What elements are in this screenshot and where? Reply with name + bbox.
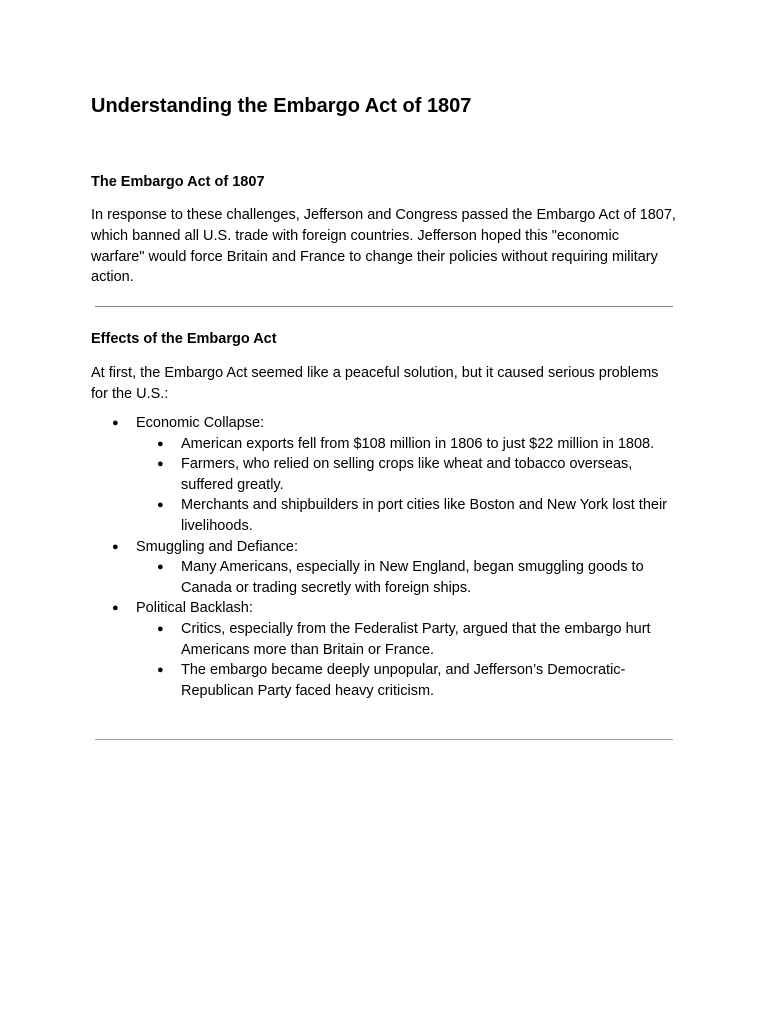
sub-list-item xyxy=(136,660,681,701)
section-divider xyxy=(95,739,673,740)
sub-list-item-text: Many Americans, especially in New England, began smuggling goods to Canada or trading secretly with foreign ships. xyxy=(181,559,644,596)
list-item-label: Smuggling and Defiance: xyxy=(136,538,299,555)
list-item xyxy=(91,537,681,599)
page-title: Understanding the Embargo Act of 1807 xyxy=(91,95,472,117)
bullet-icon: ● xyxy=(157,664,164,677)
bullet-icon: ● xyxy=(157,561,164,574)
bullet-icon: ● xyxy=(112,417,119,429)
section-divider xyxy=(95,306,673,307)
sub-list-item xyxy=(136,434,681,455)
section-heading-effects: Effects of the Embargo Act xyxy=(91,331,277,347)
effects-list xyxy=(91,413,681,701)
bullet-icon: ● xyxy=(157,458,164,471)
sub-list-item-text: American exports fell from $108 million in 1806 to just $22 million in 1808. xyxy=(181,435,655,452)
sub-list-item xyxy=(136,454,681,495)
sub-list xyxy=(136,619,681,701)
list-item xyxy=(91,598,681,701)
bullet-icon: ● xyxy=(157,437,164,450)
sub-list-item-text: The embargo became deeply unpopular, and Jefferson’s Democratic-Republican Party faced heavy criticism. xyxy=(181,662,626,699)
sub-list xyxy=(136,557,681,598)
sub-list-item xyxy=(136,557,681,598)
section-heading-embargo-act: The Embargo Act of 1807 xyxy=(91,174,265,190)
bullet-icon: ● xyxy=(157,499,164,512)
list-item-label: Economic Collapse: xyxy=(136,415,265,431)
sub-list-item-text: Farmers, who relied on selling crops like wheat and tobacco overseas, suffered greatly. xyxy=(181,456,633,493)
bullet-icon: ● xyxy=(112,602,119,615)
list-item-label: Political Backlash: xyxy=(136,600,253,617)
sub-list-item xyxy=(136,495,681,536)
sub-list-item xyxy=(136,619,681,660)
sub-list-item-text: Merchants and shipbuilders in port cities like Boston and New York lost their livelihoods. xyxy=(181,497,668,534)
section-paragraph-embargo-act: In response to these challenges, Jefferson and Congress passed the Embargo Act of 1807, which banned all U.S. trade with foreign countries. Jefferson hoped this "economic warfare" would force Britain and France to change their policies without requiring military action. xyxy=(91,207,676,286)
section-intro-effects: At first, the Embargo Act seemed like a peaceful solution, but it caused serious problems for the U.S.: xyxy=(91,365,659,402)
bullet-icon: ● xyxy=(157,622,164,635)
bullet-icon: ● xyxy=(112,540,119,553)
sub-list xyxy=(136,434,681,537)
list-item xyxy=(91,413,681,537)
sub-list-item-text: Critics, especially from the Federalist Party, argued that the embargo hurt Americans more than Britain or France. xyxy=(181,620,651,658)
